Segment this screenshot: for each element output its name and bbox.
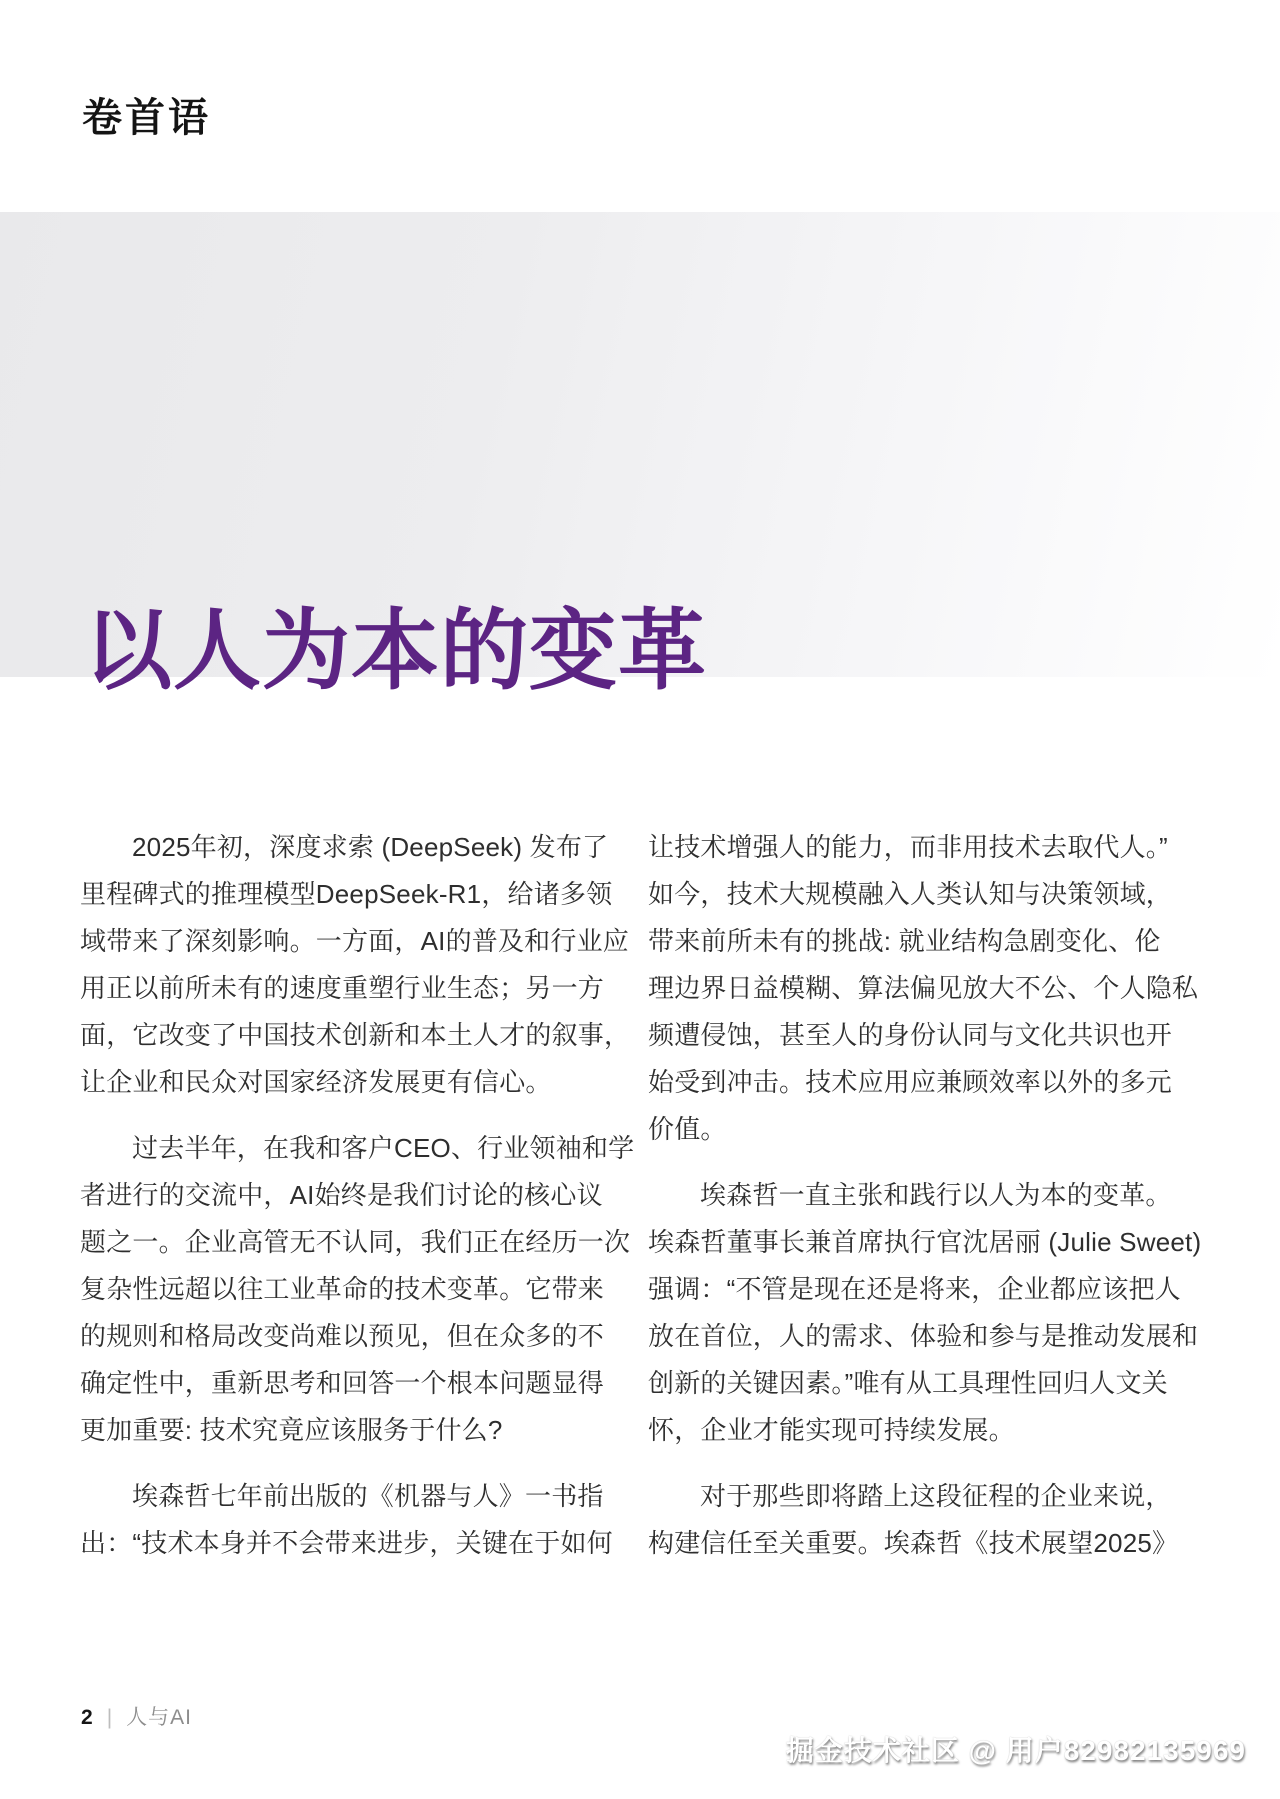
text-line: 里程碑式的推理模型DeepSeek-R1，给诸多领 (80, 879, 613, 909)
text-line: 题之一。企业高管无不认同，我们正在经历一次 (80, 1227, 631, 1257)
page-footer (81, 1701, 192, 1731)
text-line: 的规则和格局改变尚难以预见，但在众多的不 (80, 1321, 605, 1351)
text-line: 出：“技术本身并不会带来进步，关键在于如何 (80, 1528, 613, 1558)
text-line: 用正以前所未有的速度重塑行业生态；另一方 (80, 973, 605, 1003)
section-kicker: 卷首语 (82, 96, 211, 140)
text-line: 域带来了深刻影响。一方面，AI的普及和行业应 (80, 926, 629, 956)
publication-title: 人与AI (126, 1706, 192, 1729)
text-line: 理边界日益模糊、算法偏见放大不公、个人隐私 (648, 973, 1199, 1003)
text-line: 埃森哲董事长兼首席执行官沈居丽 (Julie Sweet) (648, 1227, 1202, 1257)
text-line: 怀，企业才能实现可持续发展。 (648, 1415, 1015, 1445)
footer-divider: | (106, 1706, 113, 1729)
left-column (80, 824, 635, 1567)
text-line: 如今，技术大规模融入人类认知与决策领域， (648, 879, 1173, 909)
page-number: 2 (81, 1706, 93, 1729)
text-line: 确定性中，重新思考和回答一个根本问题显得 (80, 1368, 605, 1398)
text-line: 2025年初，深度求索 (DeepSeek) 发布了 (132, 832, 609, 862)
right-column (648, 824, 1202, 1567)
text-line: 带来前所未有的挑战: 就业结构急剧变化、伦 (648, 926, 1161, 956)
text-line: 让企业和民众对国家经济发展更有信心。 (80, 1067, 552, 1097)
text-line: 频遭侵蚀，甚至人的身份认同与文化共识也开 (648, 1020, 1173, 1050)
text-line: 价值。 (648, 1114, 727, 1144)
text-line: 埃森哲七年前出版的《机器与人》一书指 (132, 1481, 604, 1511)
text-line: 过去半年，在我和客户CEO、行业领袖和学 (132, 1133, 635, 1163)
text-line: 更加重要: 技术究竟应该服务于什么? (80, 1415, 503, 1445)
text-line: 复杂性远超以往工业革命的技术变革。它带来 (80, 1274, 605, 1304)
watermark: 掘金技术社区 @ 用户82982135969 (785, 1735, 1246, 1766)
text-line: 创新的关键因素。”唯有从工具理性回归人文关 (648, 1368, 1168, 1398)
paragraph (80, 1473, 613, 1567)
text-line: 面，它改变了中国技术创新和本土人才的叙事， (80, 1020, 631, 1050)
text-line: 构建信任至关重要。埃森哲《技术展望2025》 (648, 1528, 1179, 1558)
paragraph (80, 1125, 635, 1454)
page-title: 以人为本的变革 (84, 601, 708, 700)
text-line: 埃森哲一直主张和践行以人为本的变革。 (700, 1180, 1172, 1210)
text-line: 者进行的交流中，AI始终是我们讨论的核心议 (80, 1180, 603, 1210)
text-line: 始受到冲击。技术应用应兼顾效率以外的多元 (648, 1067, 1173, 1097)
text-line: 让技术增强人的能力，而非用技术去取代人。” (648, 832, 1168, 862)
paragraph (80, 824, 631, 1106)
text-line: 强调：“不管是现在还是将来，企业都应该把人 (648, 1274, 1181, 1304)
hero-banner (0, 212, 1280, 700)
body-columns (80, 824, 1202, 1567)
paragraph (648, 1172, 1202, 1454)
text-line: 对于那些即将踏上这段征程的企业来说， (700, 1481, 1172, 1511)
paragraph (648, 1473, 1179, 1567)
text-line: 放在首位，人的需求、体验和参与是推动发展和 (648, 1321, 1199, 1351)
paragraph (648, 824, 1199, 1153)
